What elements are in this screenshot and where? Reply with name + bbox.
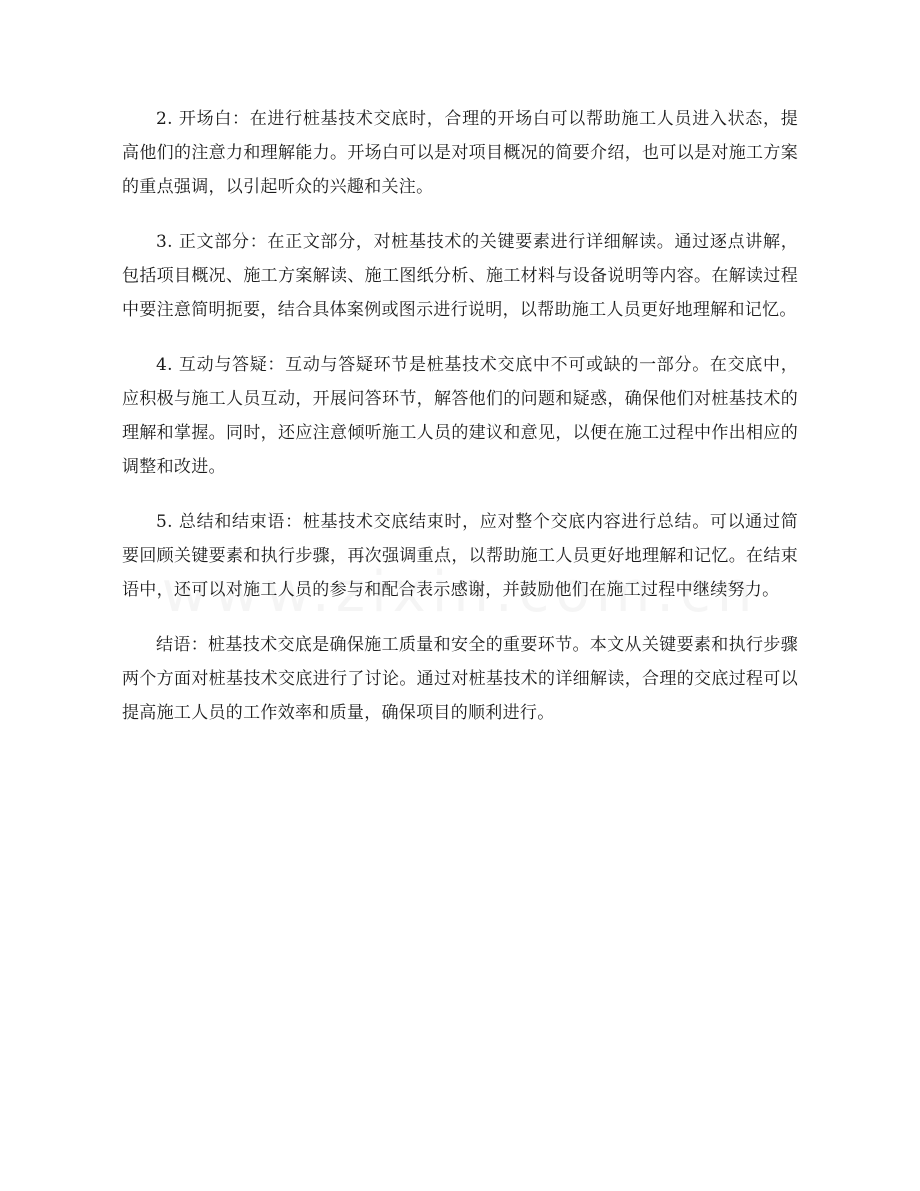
paragraph-opening-remarks: 2. 开场白：在进行桩基技术交底时，合理的开场白可以帮助施工人员进入状态，提高他们的注意力和理解能力。开场白可以是对项目概况的简要介绍，也可以是对施工方案的重点强调，以引起听众的兴趣和关注。 <box>122 109 798 197</box>
paragraph-interaction-qa: 4. 互动与答疑：互动与答疑环节是桩基技术交底中不可或缺的一部分。在交底中，应积极与施工人员互动，开展问答环节，解答他们的问题和疑惑，确保他们对桩基技术的理解和掌握。同时，还应注意倾听施工人员的建议和意见，以便在施工过程中作出相应的调整和改进。 <box>122 355 798 477</box>
paragraph-main-body: 3. 正文部分：在正文部分，对桩基技术的关键要素进行详细解读。通过逐点讲解，包括项目概况、施工方案解读、施工图纸分析、施工材料与设备说明等内容。在解读过程中要注意简明扼要，结合具体案例或图示进行说明，以帮助施工人员更好地理解和记忆。 <box>122 232 798 320</box>
document-body <box>122 102 798 751</box>
paragraph-summary-closing: 5. 总结和结束语：桩基技术交底结束时，应对整个交底内容进行总结。可以通过简要回顾关键要素和执行步骤，再次强调重点，以帮助施工人员更好地理解和记忆。在结束语中，还可以对施工人员的参与和配合表示感谢，并鼓励他们在施工过程中继续努力。 <box>122 512 798 600</box>
paragraph-conclusion: 结语：桩基技术交底是确保施工质量和安全的重要环节。本文从关键要素和执行步骤两个方面对桩基技术交底进行了讨论。通过对桩基技术的详细解读，合理的交底过程可以提高施工人员的工作效率和质量，确保项目的顺利进行。 <box>122 635 798 723</box>
